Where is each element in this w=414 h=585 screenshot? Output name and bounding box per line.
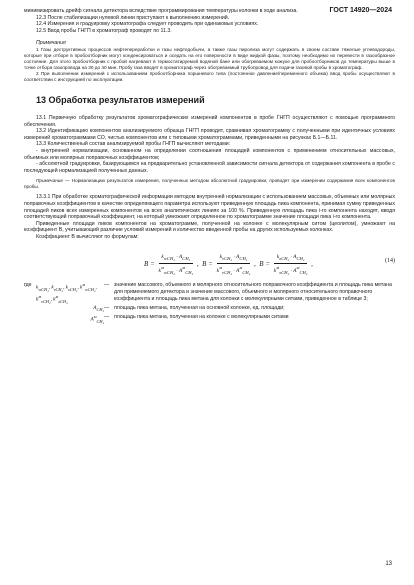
paragraph-13-3-1-b: Приведенные площади пиков компонентов на хроматограмме, полученной на колонке с молекулярным ситом (цеолитом), умножают на коэффициент B, учитывающий различие условий измерений и количество введенной пробы на других используемых колонках. xyxy=(24,220,395,234)
note-1: 1 Газы деструктивных процессов нефтепереработки и газы нефтедобычи, а также газы пиролиза могут содержать в своем составе тяжелые углеводороды, которые при отборе в пробоотборник могут конденсироваться и оседать на его поверхности в виде жидкой фазы, поэтому необходимо их перевести в газообразное состояние. Для этого пробоотборник с пробой нагревают в термостатируемой водяной бане или обогреваемом кожухе для пробоотборников до температуры выше в точке отбора газопровода на 30 до 40 мин. Пробу газа вводят в хроматограф через обогреваемый трубопровод для подачи газовой пробы в хроматограф. xyxy=(24,46,395,70)
where-1-dash: — xyxy=(104,282,110,289)
paragraph-12-4: 12.4 Измерения и градуировку хроматографа следует проводить при одинаковых условиях. xyxy=(36,21,259,28)
paragraph-13-2: 13.2 Идентификацию компонентов анализируемого образца ГНГП проводят, сравнивая хроматограмму с полученными при идентичных условиях измерений хроматограммами СО, чистых компонентов или с типовыми хроматограммами, приведенными на рисунках Б.1—Б.11. xyxy=(24,128,395,141)
note-3-label: Примечание xyxy=(36,178,63,184)
where-label: где xyxy=(24,282,32,289)
where-1-desc: значение массового, объемного и молярного относительного поправочного коэффициента и площадь пика метана для применяемого детектора и значение массового, объемного и молярного относительного поправочного коэффициента и площадь пика метана для колонки с молекулярными ситами, приведенное в таблице 3; xyxy=(114,282,392,302)
note-2: 2 При выполнении измерений с использованием пробоотборника поршневого типа (постоянное давление/переменного объема) ввод пробы осуществляют в соответствии с инструкцией по эксплуатации. xyxy=(24,70,395,82)
notes-heading: Примечания xyxy=(36,40,66,47)
page-body xyxy=(24,8,395,325)
where-2-dash: — xyxy=(104,305,110,312)
where-3-dash: — xyxy=(104,313,110,320)
standard-number: ГОСТ 14920—2024 xyxy=(329,7,392,14)
formula-14 xyxy=(24,248,395,280)
paragraph-12-3: 12.3 После стабилизации нулевой линии приступают к выполнению измерений. xyxy=(36,14,230,21)
page-number: 13 xyxy=(385,561,392,567)
paragraph-12-5: 12.5 Ввод пробы ГНГП в хроматограф проводят по 11.3. xyxy=(36,27,172,34)
intro-paragraph: минимизировать дрейф сигнала детектора вследствие программирования температуры колонки в ходе анализа. xyxy=(24,8,298,14)
note-3-text: — Нормализацию результатов измерения, полученных методом абсолютной градуировки, проводят при измерении содержания всех компонентов пробы. xyxy=(24,178,395,190)
paragraph-13-3-1: 13.3.1 При обработке хроматографической информации методом внутренней нормализации с использованием массовых, объемных или молярных поправочных коэффициентов в качестве определяющего параметра используют приведенную площадь пика компонента, принимая сумму приведенных площадей пиков всех измеренных компонентов на всех аналитических линиях за 100 %. Приведенную площадь пика i-го компонента находят, вводя соответствующий поправочный коэффициент, на который умножают определенное по хроматограмме значение площади пика i-го компонента. xyxy=(24,194,395,221)
formula-number: (14) xyxy=(385,258,395,265)
where-1-symbol: $k_{wCH_4}$, $k_{vCH_4}$, $k_{xCH_4}$, $k^м_{wCH_4}$, $k^м_{vCH_4}$, $k^м_{xCH_4}$ xyxy=(36,282,97,304)
where-2-symbol: $A_{CH_4}$ xyxy=(93,305,104,313)
paragraph-13-1: 13.1 Первичную обработку результатов хроматографических измерений компонентов в пробе ГНГП осуществляют с помощью программного обеспечения. xyxy=(24,114,395,128)
paragraph-13-3-b: - абсолютной градуировки, базирующимся на предварительно установленной зависимости сигнала детектора от содержания компонента в пробе с последующей нормализацией полученных данных. xyxy=(24,161,395,174)
formula-expression: B = $\frac{k_{wCH_4} \cdot A_{CH_4}}{k^м_{wCH_4} \cdot A^м_{CH_4}}$ , B = $\frac{k_{vCH_4} \cdot A_{CH_4}}{k^м_{vCH_4} \cdot A^м_{CH_4}}$ , B = $\frac{k_{xCH_4} \cdot A_{CH_4}}{k^м_{xCH_4} \cdot A^м_{CH_4}}$ , xyxy=(144,254,313,275)
where-3-symbol: $A^м_{CH_4}$ xyxy=(90,313,104,324)
section-title: 13 Обработка результатов измерений xyxy=(36,94,205,105)
paragraph-13-3: 13.3 Количественный состав анализируемой пробы ГНГП вычисляют методами: xyxy=(36,141,231,148)
where-list xyxy=(24,282,395,325)
paragraph-coefficient: Коэффициент B вычисляют по формулам: xyxy=(36,233,139,240)
where-2-desc: площадь пика метана, полученная на основной колонке, ед. площади; xyxy=(114,305,285,312)
paragraph-13-3-a: - внутренней нормализации, основанном на определении соотношения площадей компонентов с применением относительных массовых, объемных или молярных поправочных коэффициентов; xyxy=(24,147,395,161)
note-3 xyxy=(24,178,395,190)
where-3-desc: площадь пика метана, полученная на колонке с молекулярными ситами xyxy=(114,313,289,320)
